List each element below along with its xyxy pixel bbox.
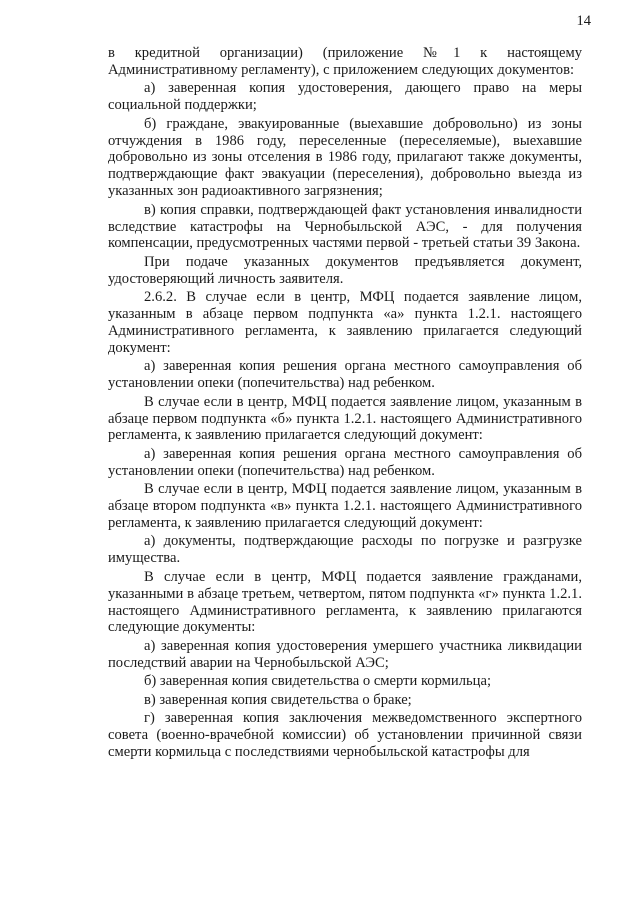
paragraph: а) заверенная копия решения органа местного самоуправления об установлении опеки (попечительства) над ребенком.	[108, 445, 582, 479]
page-number: 14	[576, 13, 591, 29]
paragraph: в) заверенная копия свидетельства о браке;	[144, 691, 412, 708]
paragraph: В случае если в центр, МФЦ подается заявление гражданами, указанными в абзаце третьем, четвертом, пятом подпункта «г» пункта 1.2.1. настоящего Административного регламента, к заявлению прилагаются следующие документы:	[108, 568, 582, 636]
paragraph: г) заверенная копия заключения межведомственного экспертного совета (военно-врачебной комиссии) об установлении причинной связи смерти кормильца с последствиями чернобыльской катастрофы для	[108, 709, 582, 760]
paragraph: а) заверенная копия удостоверения умершего участника ликвидации последствий аварии на Чернобыльской АЭС;	[108, 637, 582, 671]
paragraph: а) документы, подтверждающие расходы по погрузке и разгрузке имущества.	[108, 533, 582, 567]
document-body	[108, 45, 582, 762]
paragraph: в) копия справки, подтверждающей факт установления инвалидности вследствие катастрофы на Чернобыльской АЭС, - для получения компенсации, предусмотренных частями первой - третьей статьи 39 Закона.	[108, 201, 582, 252]
paragraph: а) заверенная копия решения органа местного самоуправления об установлении опеки (попечительства) над ребенком.	[108, 358, 582, 392]
paragraph: а) заверенная копия удостоверения, дающего право на меры социальной поддержки;	[108, 80, 582, 114]
paragraph: В случае если в центр, МФЦ подается заявление лицом, указанным в абзаце первом подпункта «б» пункта 1.2.1. настоящего Административного регламента, к заявлению прилагается следующий документ:	[108, 393, 582, 444]
paragraph: В случае если в центр, МФЦ подается заявление лицом, указанным в абзаце втором подпункта «в» пункта 1.2.1. настоящего Административного регламента, к заявлению прилагается следующий документ:	[108, 481, 582, 531]
paragraph: 2.6.2. В случае если в центр, МФЦ подается заявление лицом, указанным в абзаце первом подпункта «а» пункта 1.2.1. настоящего Административного регламента, к заявлению прилагается следующий документ:	[108, 289, 582, 356]
paragraph: б) граждане, эвакуированные (выехавшие добровольно) из зоны отчуждения в 1986 году, переселенные (переселяемые), выехавшие добровольно из зоны отселения в 1986 году, прилагают также документы, подтверждающие факт эвакуации (переселения), добровольно выезда из указанных зон радиоактивного загрязнения;	[108, 115, 582, 200]
paragraph: При подаче указанных документов предъявляется документ, удостоверяющий личность заявителя.	[108, 253, 582, 287]
paragraph: б) заверенная копия свидетельства о смерти кормильца;	[144, 673, 491, 690]
paragraph: в кредитной организации) (приложение №1 к настоящему Административному регламенту), с приложением следующих документов:	[108, 45, 582, 78]
